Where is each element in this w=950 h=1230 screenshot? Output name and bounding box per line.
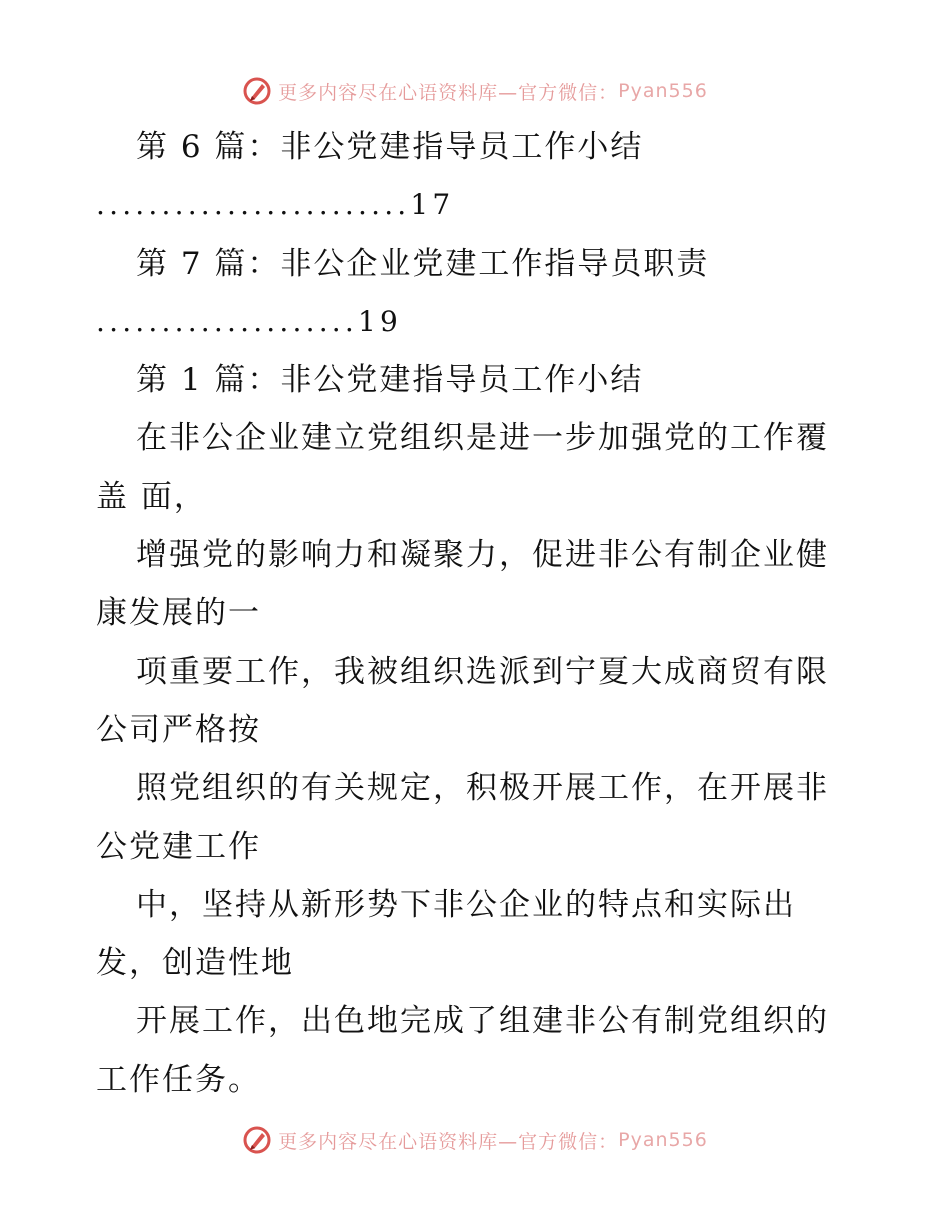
- toc-entry-leader: ....................19: [96, 304, 403, 338]
- paragraph-line: 工作任务。: [96, 1061, 261, 1098]
- toc-entry-title: 第 7 篇：非公企业党建工作指导员职责: [136, 245, 710, 282]
- article-heading: 第 1 篇：非公党建指导员工作小结: [136, 362, 644, 399]
- toc-entry-leader: ........................17: [96, 188, 455, 222]
- pen-nib-circle-icon: [242, 1125, 272, 1155]
- document-body: [96, 118, 856, 1109]
- paragraph-line: 盖 面，: [96, 478, 207, 515]
- toc-entry-title: 第 6 篇：非公党建指导员工作小结: [136, 129, 644, 165]
- watermark-text: 更多内容尽在心语资料库—官方微信：: [278, 81, 619, 104]
- paragraph-line: 中，坚持从新形势下非公企业的特点和实际出: [136, 886, 796, 923]
- paragraph-line: 照党组织的有关规定，积极开展工作，在开展非: [136, 770, 829, 807]
- paragraph-line: 开展工作，出色地完成了组建非公有制党组织的: [136, 1003, 829, 1040]
- paragraph-line: 公司严格按: [96, 711, 261, 748]
- header-watermark: [0, 71, 950, 111]
- paragraph-line: 在非公企业建立党组织是进一步加强党的工作覆: [136, 420, 829, 457]
- paragraph-line: 康发展的一: [96, 595, 261, 632]
- paragraph-line: 发，创造性地: [96, 945, 294, 982]
- pen-nib-circle-icon: [242, 76, 272, 106]
- footer-watermark: [0, 1120, 950, 1160]
- paragraph-line: 增强党的影响力和凝聚力，促进非公有制企业健: [136, 537, 829, 574]
- watermark-contact: Pyan556: [618, 1129, 708, 1151]
- paragraph-line: 项重要工作，我被组织选派到宁夏大成商贸有限: [136, 653, 829, 690]
- paragraph-line: 公党建工作: [96, 828, 261, 865]
- watermark-text: 更多内容尽在心语资料库—官方微信：: [278, 1130, 619, 1153]
- watermark-contact: Pyan556: [618, 80, 708, 102]
